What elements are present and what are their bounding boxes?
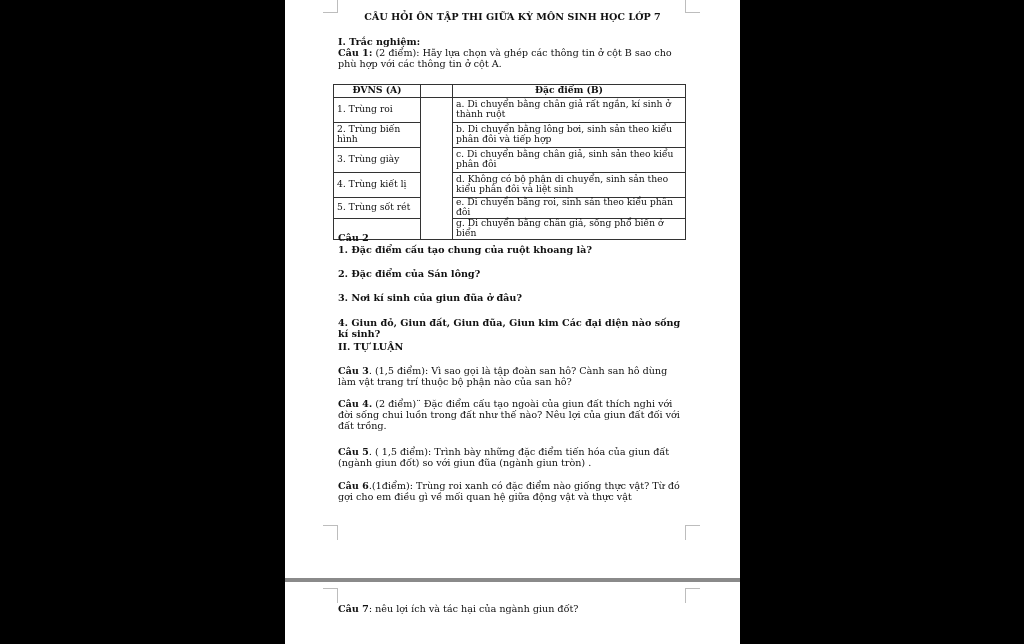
table-row — [334, 98, 686, 123]
question-6-label: Câu 6 — [338, 481, 369, 492]
question-5-label: Câu 5 — [338, 447, 369, 458]
document-page-2 — [285, 582, 740, 644]
document-title: CÂU HỎI ÔN TẬP THI GIỮA KỲ MÔN SINH HỌC LỚP 7 — [364, 12, 661, 23]
table-cell-a: 4. Trùng kiết lị — [334, 173, 421, 198]
question-1 — [338, 48, 687, 70]
table-cell-a: 3. Trùng giày — [334, 148, 421, 173]
question-7-text: : nêu lợi ích và tác hại của ngành giun đốt? — [368, 604, 579, 615]
table-header-b: Đặc điểm (B) — [453, 85, 686, 98]
question-4-label: Câu 4. — [338, 399, 373, 410]
question-4 — [338, 399, 687, 432]
table-row — [334, 123, 686, 148]
question-6-text: .(1điểm): Trùng roi xanh có đặc điểm nào giống thực vật? Từ đó gợi cho em điều gì về mối quan hệ giữa động vật và thực vật — [338, 481, 680, 503]
table-cell-b: c. Di chuyển bằng chân giả, sinh sản theo kiểu phân đôi — [453, 148, 686, 173]
section-1 — [338, 37, 687, 70]
matching-table — [333, 84, 686, 240]
table-row — [334, 148, 686, 173]
question-3 — [338, 366, 687, 388]
crop-mark — [685, 525, 700, 540]
question-3-label: Câu 3 — [338, 366, 369, 377]
section-1-heading: I. Trắc nghiệm: — [338, 37, 421, 48]
crop-mark — [323, 588, 338, 603]
question-1-label: Câu 1: — [338, 48, 373, 59]
question-7-label: Câu 7 — [338, 604, 369, 615]
question-2-item: 1. Đặc điểm cấu tạo chung của ruột khoang là? — [338, 245, 592, 256]
question-5-text: . ( 1,5 điểm): Trình bày những đặc điểm tiến hóa của giun đất (ngành giun đốt) so với giun đũa (ngành giun tròn) . — [338, 447, 670, 469]
table-cell-a: 2. Trùng biến hình — [334, 123, 421, 148]
question-6 — [338, 481, 687, 503]
question-2-label: Câu 2 — [338, 233, 369, 244]
question-3-text: . (1,5 điểm): Vì sao gọi là tập đoàn san hô? Cành san hô dùng làm vật trang trí thuộc bộ phận nào của san hô? — [338, 366, 668, 388]
table-cell-b: d. Không có bộ phận di chuyển, sinh sản theo kiểu phân đôi và liệt sinh — [453, 173, 686, 198]
section-2-heading: II. TỰ LUẬN — [338, 342, 404, 353]
question-4-text: (2 điểm)¨ Đặc điểm cấu tạo ngoài của giun đất thích nghi với đời sống chui luồn trong đất như thế nào? Nêu lợi của giun đất đối với đất trồng. — [338, 399, 680, 432]
table-row — [334, 173, 686, 198]
question-5 — [338, 447, 687, 469]
question-7 — [338, 604, 687, 615]
table-cell-spacer — [421, 98, 453, 240]
table-header-spacer — [421, 85, 453, 98]
table-header-row — [334, 85, 686, 98]
table-cell-b: g. Di chuyển bằng chân giả, sống phổ biến ở biển — [453, 219, 686, 240]
question-2-item: 2. Đặc điểm của Sán lông? — [338, 269, 481, 280]
crop-mark — [685, 588, 700, 603]
question-2-item: 4. Giun đỏ, Giun đất, Giun đũa, Giun kim Các đại diện nào sống kí sinh? — [338, 318, 681, 340]
table-cell-a: 5. Trùng sốt rét — [334, 198, 421, 219]
table-cell-b: a. Di chuyển bằng chân giả rất ngắn, kí sinh ở thành ruột — [453, 98, 686, 123]
crop-mark — [323, 525, 338, 540]
question-2-item: 3. Nơi kí sinh của giun đũa ở đâu? — [338, 293, 522, 304]
question-1-text: (2 điểm): Hãy lựa chọn và ghép các thông tin ở cột B sao cho phù hợp với các thông tin ở cột A. — [338, 48, 672, 70]
table-cell-a: 1. Trùng roi — [334, 98, 421, 123]
table-row — [334, 198, 686, 219]
table-cell-b: e. Di chuyển bằng roi, sinh sản theo kiểu phân đôi — [453, 198, 686, 219]
document-page-1 — [285, 0, 740, 578]
table-cell-b: b. Di chuyển bằng lông bơi, sinh sản theo kiểu phân đôi và tiếp hợp — [453, 123, 686, 148]
table-header-a: ĐVNS (A) — [334, 85, 421, 98]
